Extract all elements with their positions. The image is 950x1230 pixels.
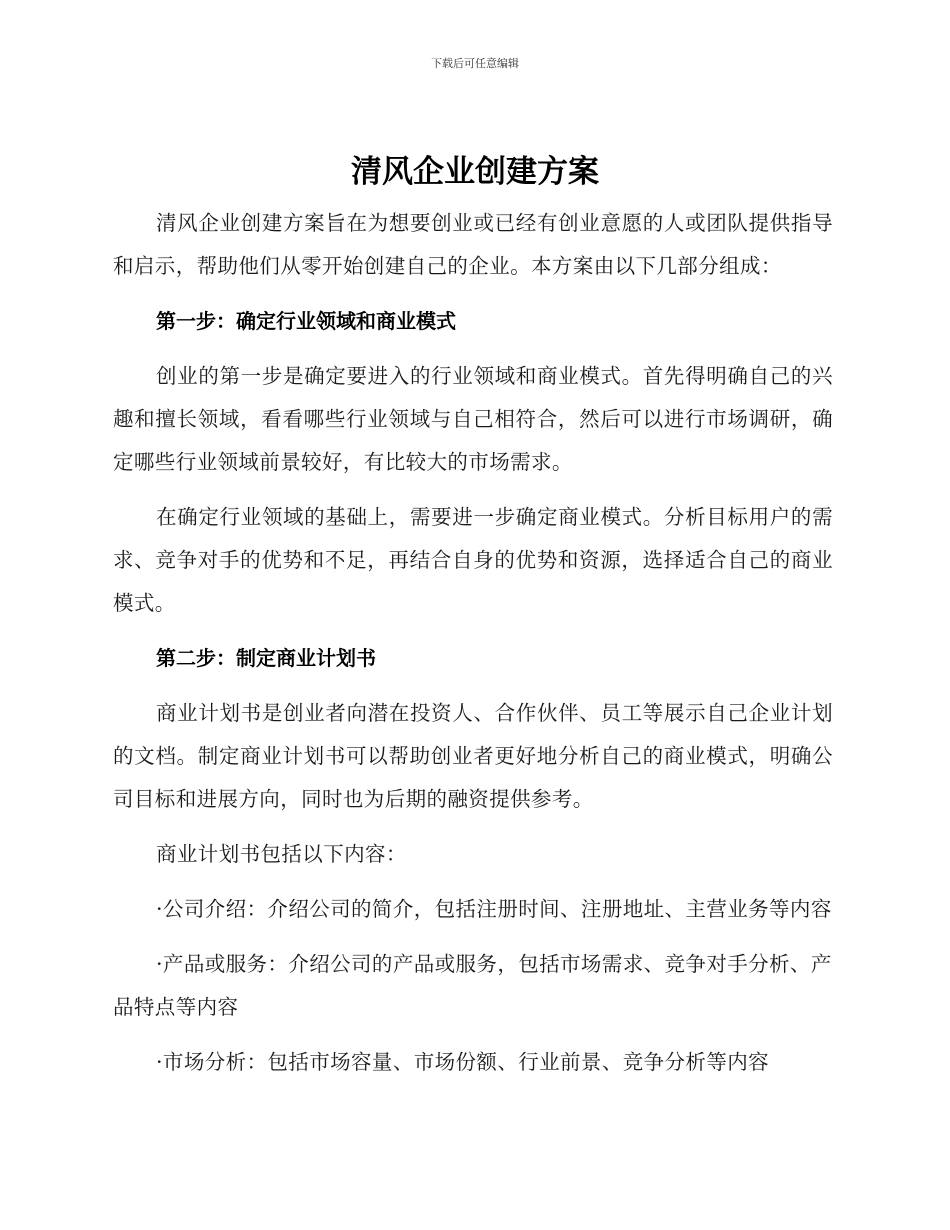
bullet-text: 市场分析：包括市场容量、市场份额、行业前景、竞争分析等内容	[162, 1050, 770, 1074]
intro-paragraph: 清风企业创建方案旨在为想要创业或已经有创业意愿的人或团队提供指导和启示，帮助他们从零开始创建自己的企业。本方案由以下几部分组成：	[113, 211, 833, 278]
bullet-text: 公司介绍：介绍公司的简介，包括注册时间、注册地址、主营业务等内容	[162, 897, 832, 921]
step2-paragraph-1: 商业计划书是创业者向潜在投资人、合作伙伴、员工等展示自己企业计划的文档。制定商业计划书可以帮助创业者更好地分析自己的商业模式，明确公司目标和进展方向，同时也为后期的融资提供参考。	[113, 701, 833, 811]
document-body	[113, 202, 833, 1084]
bullet-marker: ·	[156, 952, 163, 976]
step1-paragraph-2: 在确定行业领域的基础上，需要进一步确定商业模式。分析目标用户的需求、竞争对手的优势和不足，再结合自身的优势和资源，选择适合自己的商业模式。	[113, 505, 833, 615]
bullet-item-company-intro	[113, 888, 833, 931]
step2-heading: 第二步：制定商业计划书	[156, 646, 376, 670]
bullet-item-market-analysis	[113, 1041, 833, 1084]
step1-heading: 第一步：确定行业领域和商业模式	[156, 309, 456, 333]
bullet-item-product-service	[113, 943, 833, 1029]
bullet-marker: ·	[156, 897, 163, 921]
step1-paragraph-1: 创业的第一步是确定要进入的行业领域和商业模式。首先得明确自己的兴趣和擅长领域，看看哪些行业领域与自己相符合，然后可以进行市场调研，确定哪些行业领域前景较好，有比较大的市场需求。	[113, 364, 833, 474]
step2-paragraph-2: 商业计划书包括以下内容：	[156, 842, 407, 866]
header-note: 下载后可任意编辑	[431, 57, 519, 70]
document-title: 清风企业创建方案	[351, 154, 599, 190]
bullet-marker: ·	[156, 1050, 163, 1074]
bullet-text: 产品或服务：介绍公司的产品或服务，包括市场需求、竞争对手分析、产品特点等内容	[113, 952, 832, 1019]
